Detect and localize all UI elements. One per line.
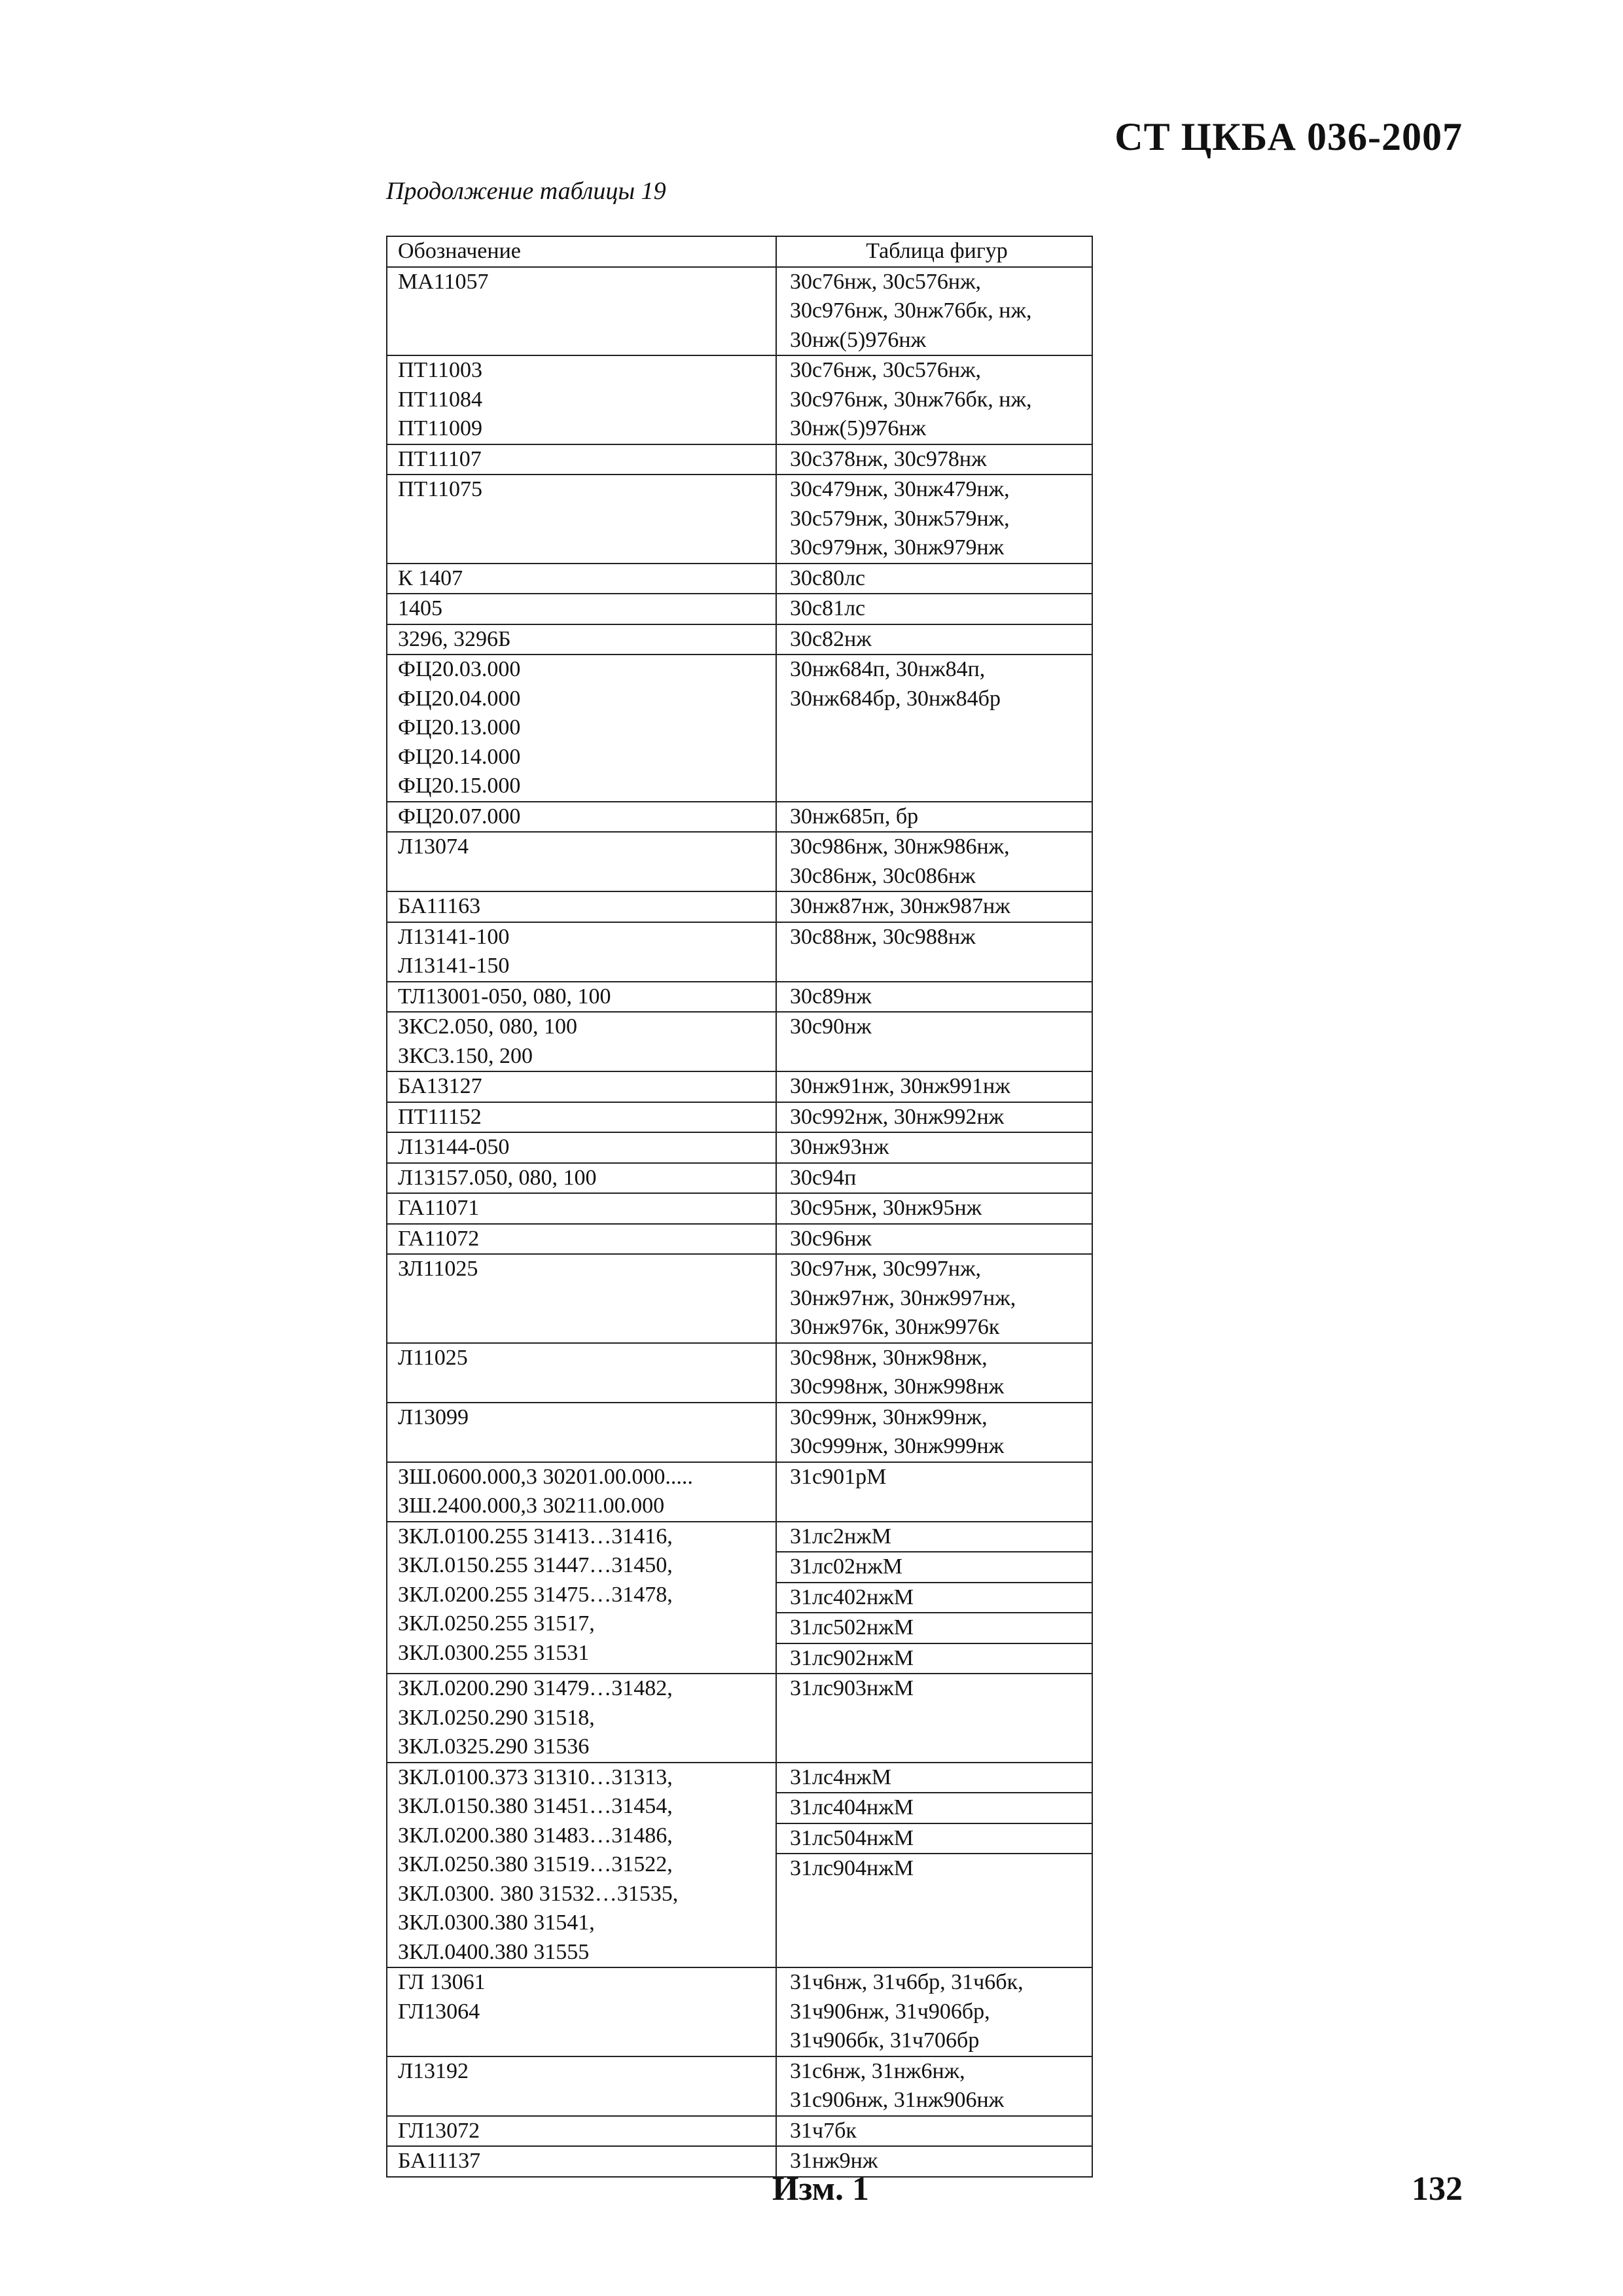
designation-line: К 1407 xyxy=(398,565,463,590)
table-row xyxy=(387,1224,1092,1255)
figure-line: 30с986нж, 30нж986нж, xyxy=(790,834,1010,859)
designation-line: ПТ11075 xyxy=(398,477,483,501)
designation-line: ЗКЛ.0300. 380 31532…31535, xyxy=(398,1881,679,1906)
figure-line: 30с378нж, 30с978нж xyxy=(790,446,987,471)
designation-cell xyxy=(387,982,776,1013)
figures-cell xyxy=(776,1193,1092,1224)
table-row xyxy=(387,1403,1092,1462)
figure-line: 31с6нж, 31нж6нж, xyxy=(790,2058,965,2083)
table-row xyxy=(387,267,1092,356)
figure-line: 31лс504нжМ xyxy=(777,1824,1092,1855)
figure-line: 30с479нж, 30нж479нж, xyxy=(790,477,1010,501)
figures-cell xyxy=(776,1403,1092,1462)
designation-line: ЗКЛ.0100.255 31413…31416, xyxy=(398,1524,673,1549)
figure-line: 31лс402нжМ xyxy=(777,1583,1092,1614)
designation-line: ЗКЛ.0300.380 31541, xyxy=(398,1910,595,1935)
designation-line: БА11137 xyxy=(398,2149,481,2173)
figures-cell xyxy=(776,1462,1092,1522)
table-header-row xyxy=(387,236,1092,267)
designation-cell xyxy=(387,2116,776,2147)
designation-line: БА11163 xyxy=(398,894,481,918)
designation-line: ЗКЛ.0300.255 31531 xyxy=(398,1640,590,1665)
table-row xyxy=(387,624,1092,655)
table-row xyxy=(387,2056,1092,2116)
revision-label: Изм. 1 xyxy=(772,2170,870,2208)
figure-line: 30с97нж, 30с997нж, xyxy=(790,1257,982,1281)
figures-cell xyxy=(776,1012,1092,1071)
designation-cell xyxy=(387,1462,776,1522)
designation-line: ЗКЛ.0250.255 31517, xyxy=(398,1611,595,1636)
designation-cell xyxy=(387,475,776,564)
designation-cell xyxy=(387,1224,776,1255)
designation-cell xyxy=(387,1071,776,1102)
designation-cell xyxy=(387,1193,776,1224)
table-row xyxy=(387,475,1092,564)
designation-cell xyxy=(387,1674,776,1763)
figure-line: 31лс404нжМ xyxy=(777,1793,1092,1824)
figure-line: 30с976нж, 30нж76бк, нж, xyxy=(790,298,1032,323)
figure-line: 31лс904нжМ xyxy=(790,1856,914,1880)
designation-line: ЗКЛ.0150.380 31451…31454, xyxy=(398,1794,673,1818)
designation-cell xyxy=(387,624,776,655)
designation-line: ФЦ20.13.000 xyxy=(398,715,521,740)
figure-line: 30с89нж xyxy=(790,984,872,1009)
designation-cell xyxy=(387,2056,776,2116)
designation-line: ЗШ.0600.000,3 30201.00.000..... xyxy=(398,1464,693,1489)
designation-line: Л13074 xyxy=(398,834,469,859)
designation-line: ЗКЛ.0250.290 31518, xyxy=(398,1705,595,1730)
designation-cell xyxy=(387,922,776,982)
designation-cell xyxy=(387,832,776,891)
table-row xyxy=(387,1254,1092,1343)
designation-line: ФЦ20.04.000 xyxy=(398,686,521,711)
designation-line: Л13192 xyxy=(398,2058,469,2083)
figures-cell xyxy=(776,1132,1092,1163)
figure-line: 30с86нж, 30с086нж xyxy=(790,863,976,888)
figures-cell xyxy=(776,1967,1092,2056)
figures-cell xyxy=(776,594,1092,624)
designation-cell xyxy=(387,1254,776,1343)
figure-line: 30нж93нж xyxy=(790,1135,889,1159)
figure-line: 30нж(5)976нж xyxy=(790,327,927,352)
figure-line: 30нж684п, 30нж84п, xyxy=(790,657,986,681)
table-row xyxy=(387,564,1092,594)
figure-line: 30с81лс xyxy=(790,596,866,620)
designation-line: ПТ11084 xyxy=(398,387,483,412)
table-caption: Продолжение таблицы 19 xyxy=(386,177,666,205)
designation-line: ЗКЛ.0200.255 31475…31478, xyxy=(398,1582,673,1607)
table-row xyxy=(387,1462,1092,1522)
table-row xyxy=(387,802,1092,833)
figure-line: 30нж87нж, 30нж987нж xyxy=(790,894,1010,918)
designation-line: ГЛ13064 xyxy=(398,1999,480,2024)
designation-line: ЗШ.2400.000,3 30211.00.000 xyxy=(398,1494,665,1518)
designation-cell xyxy=(387,891,776,922)
figure-line: 30нж976к, 30нж9976к xyxy=(790,1315,1000,1339)
designation-line: ПТ11003 xyxy=(398,358,483,382)
figure-line: 30с976нж, 30нж76бк, нж, xyxy=(790,387,1032,412)
table-row xyxy=(387,355,1092,444)
header-figures-table: Таблица фигур xyxy=(776,236,1092,267)
table-row xyxy=(387,922,1092,982)
table-row xyxy=(387,1967,1092,2056)
page-number: 132 xyxy=(1412,2170,1463,2208)
figures-cell xyxy=(776,1522,1092,1674)
figures-cell xyxy=(776,2056,1092,2116)
figure-line: 31лс2нжМ xyxy=(777,1522,1092,1553)
designation-line: ПТ11152 xyxy=(398,1104,482,1129)
figure-line: 30с88нж, 30с988нж xyxy=(790,924,976,949)
designation-cell xyxy=(387,2146,776,2177)
table-row xyxy=(387,1132,1092,1163)
figure-line: 31ч7бк xyxy=(790,2118,857,2143)
figures-cell xyxy=(776,1763,1092,1968)
designation-line: ЗЛ11025 xyxy=(398,1257,478,1281)
figure-line: 30с80лс xyxy=(790,565,866,590)
designation-line: ФЦ20.14.000 xyxy=(398,744,521,769)
figures-cell xyxy=(776,1163,1092,1194)
figure-line: 31лс903нжМ xyxy=(790,1676,914,1700)
designation-cell xyxy=(387,802,776,833)
designation-line: МА11057 xyxy=(398,269,489,294)
designation-cell xyxy=(387,1012,776,1071)
designation-cell xyxy=(387,1343,776,1403)
figure-line: 30с96нж xyxy=(790,1226,872,1251)
figure-line: 31лс502нжМ xyxy=(777,1613,1092,1644)
figures-cell xyxy=(776,444,1092,475)
table-row xyxy=(387,1012,1092,1071)
figure-line: 30нж97нж, 30нж997нж, xyxy=(790,1285,1016,1310)
designation-line: ЗКЛ.0200.380 31483…31486, xyxy=(398,1823,673,1848)
figures-cell xyxy=(776,922,1092,982)
figure-line: 31ч906бк, 31ч706бр xyxy=(790,2028,980,2053)
figures-cell xyxy=(776,1071,1092,1102)
designation-cell xyxy=(387,594,776,624)
figure-line: 31лс902нжМ xyxy=(790,1645,914,1670)
table-row xyxy=(387,2146,1092,2177)
figure-line: 30с90нж xyxy=(790,1014,872,1039)
designation-line: ЗКЛ.0100.373 31310…31313, xyxy=(398,1765,673,1789)
figures-cell xyxy=(776,355,1092,444)
figure-line: 30с999нж, 30нж999нж xyxy=(790,1434,1005,1458)
figure-line: 31с901рМ xyxy=(790,1464,887,1489)
figure-line: 30с82нж xyxy=(790,626,872,651)
table-row xyxy=(387,891,1092,922)
designation-line: ГА11072 xyxy=(398,1226,480,1251)
figure-line: 30нж685п, бр xyxy=(790,804,919,829)
figures-cell xyxy=(776,1224,1092,1255)
figures-cell xyxy=(776,832,1092,891)
designation-line: ЗКЛ.0150.255 31447…31450, xyxy=(398,1553,673,1577)
designation-line: ЗКЛ.0200.290 31479…31482, xyxy=(398,1676,673,1700)
figure-line: 30с76нж, 30с576нж, xyxy=(790,269,982,294)
designation-cell xyxy=(387,1967,776,2056)
table-row xyxy=(387,1674,1092,1763)
figures-cell xyxy=(776,802,1092,833)
figure-line: 30нж(5)976нж xyxy=(790,416,927,440)
figure-line: 30с979нж, 30нж979нж xyxy=(790,535,1005,560)
figures-cell xyxy=(776,564,1092,594)
table-row xyxy=(387,1522,1092,1674)
figures-table-container xyxy=(386,236,1092,2178)
designation-cell xyxy=(387,355,776,444)
figure-line: 30с998нж, 30нж998нж xyxy=(790,1374,1005,1399)
designation-line: ФЦ20.15.000 xyxy=(398,774,521,798)
designation-line: ГА11071 xyxy=(398,1196,480,1220)
figure-line: 30с579нж, 30нж579нж, xyxy=(790,506,1010,531)
designation-line: ГЛ13072 xyxy=(398,2118,480,2143)
figures-cell xyxy=(776,655,1092,802)
figures-cell xyxy=(776,1254,1092,1343)
figure-line: 31ч6нж, 31ч6бр, 31ч6бк, xyxy=(790,1970,1024,1994)
designation-cell xyxy=(387,564,776,594)
figure-line: 30с95нж, 30нж95нж xyxy=(790,1196,982,1220)
figure-line: 30с94п xyxy=(790,1165,857,1190)
designation-line: ТЛ13001-050, 080, 100 xyxy=(398,984,611,1009)
table-row xyxy=(387,1343,1092,1403)
designation-line: ЗКС2.050, 080, 100 xyxy=(398,1014,578,1039)
designation-cell xyxy=(387,1132,776,1163)
document-code: СТ ЦКБА 036-2007 xyxy=(1115,115,1463,158)
designation-line: ЗКС3.150, 200 xyxy=(398,1043,533,1068)
figures-cell xyxy=(776,1102,1092,1133)
figures-cell xyxy=(776,624,1092,655)
designation-cell xyxy=(387,1163,776,1194)
table-row xyxy=(387,1102,1092,1133)
figure-line: 30нж91нж, 30нж991нж xyxy=(790,1074,1010,1098)
designation-line: ЗКЛ.0400.380 31555 xyxy=(398,1939,590,1964)
figure-line: 30с98нж, 30нж98нж, xyxy=(790,1345,988,1370)
designation-line: Л13099 xyxy=(398,1405,469,1429)
designation-cell xyxy=(387,1522,776,1674)
designation-line: ЗКЛ.0250.380 31519…31522, xyxy=(398,1852,673,1876)
designation-cell xyxy=(387,1403,776,1462)
figure-line: 31лс02нжМ xyxy=(777,1552,1092,1583)
figure-line: 31лс4нжМ xyxy=(777,1763,1092,1794)
figures-cell xyxy=(776,475,1092,564)
designation-line: Л13141-150 xyxy=(398,954,510,978)
figure-line: 31нж9нж xyxy=(790,2149,878,2173)
figure-line: 30с76нж, 30с576нж, xyxy=(790,358,982,382)
designation-line: 1405 xyxy=(398,596,442,620)
designation-cell xyxy=(387,444,776,475)
designation-line: ПТ11009 xyxy=(398,416,483,440)
designation-cell xyxy=(387,267,776,356)
figures-cell xyxy=(776,982,1092,1013)
figure-line: 31ч906нж, 31ч906бр, xyxy=(790,1999,990,2024)
figures-cell xyxy=(776,267,1092,356)
figures-cell xyxy=(776,891,1092,922)
designation-line: ФЦ20.07.000 xyxy=(398,804,521,829)
designation-line: ПТ11107 xyxy=(398,446,482,471)
table-row xyxy=(387,982,1092,1013)
figures-cell xyxy=(776,1343,1092,1403)
designation-line: Л11025 xyxy=(398,1345,468,1370)
designation-cell xyxy=(387,1763,776,1968)
designation-line: Л13141-100 xyxy=(398,924,510,949)
header-designation: Обозначение xyxy=(387,236,776,267)
figure-line: 31с906нж, 31нж906нж xyxy=(790,2088,1005,2112)
figures-cell xyxy=(776,1674,1092,1763)
figure-line: 30с992нж, 30нж992нж xyxy=(790,1104,1005,1129)
figure-line: 30с99нж, 30нж99нж, xyxy=(790,1405,988,1429)
table-row xyxy=(387,1193,1092,1224)
table-row xyxy=(387,832,1092,891)
table-row xyxy=(387,1071,1092,1102)
designation-line: БА13127 xyxy=(398,1074,482,1098)
figure-line: 30нж684бр, 30нж84бр xyxy=(790,686,1001,711)
designation-line: Л13144-050 xyxy=(398,1135,510,1159)
designation-line: ЗКЛ.0325.290 31536 xyxy=(398,1734,590,1759)
table-row xyxy=(387,444,1092,475)
table-body xyxy=(387,267,1092,2177)
table-row xyxy=(387,2116,1092,2147)
designation-line: ФЦ20.03.000 xyxy=(398,657,521,681)
table-row xyxy=(387,655,1092,802)
figures-table xyxy=(386,236,1093,2178)
designation-line: ГЛ 13061 xyxy=(398,1970,486,1994)
designation-line: 3296, 3296Б xyxy=(398,626,511,651)
designation-cell xyxy=(387,1102,776,1133)
designation-line: Л13157.050, 080, 100 xyxy=(398,1165,597,1190)
table-row xyxy=(387,1163,1092,1194)
table-row xyxy=(387,594,1092,624)
table-row xyxy=(387,1763,1092,1968)
designation-cell xyxy=(387,655,776,802)
figures-cell xyxy=(776,2116,1092,2147)
